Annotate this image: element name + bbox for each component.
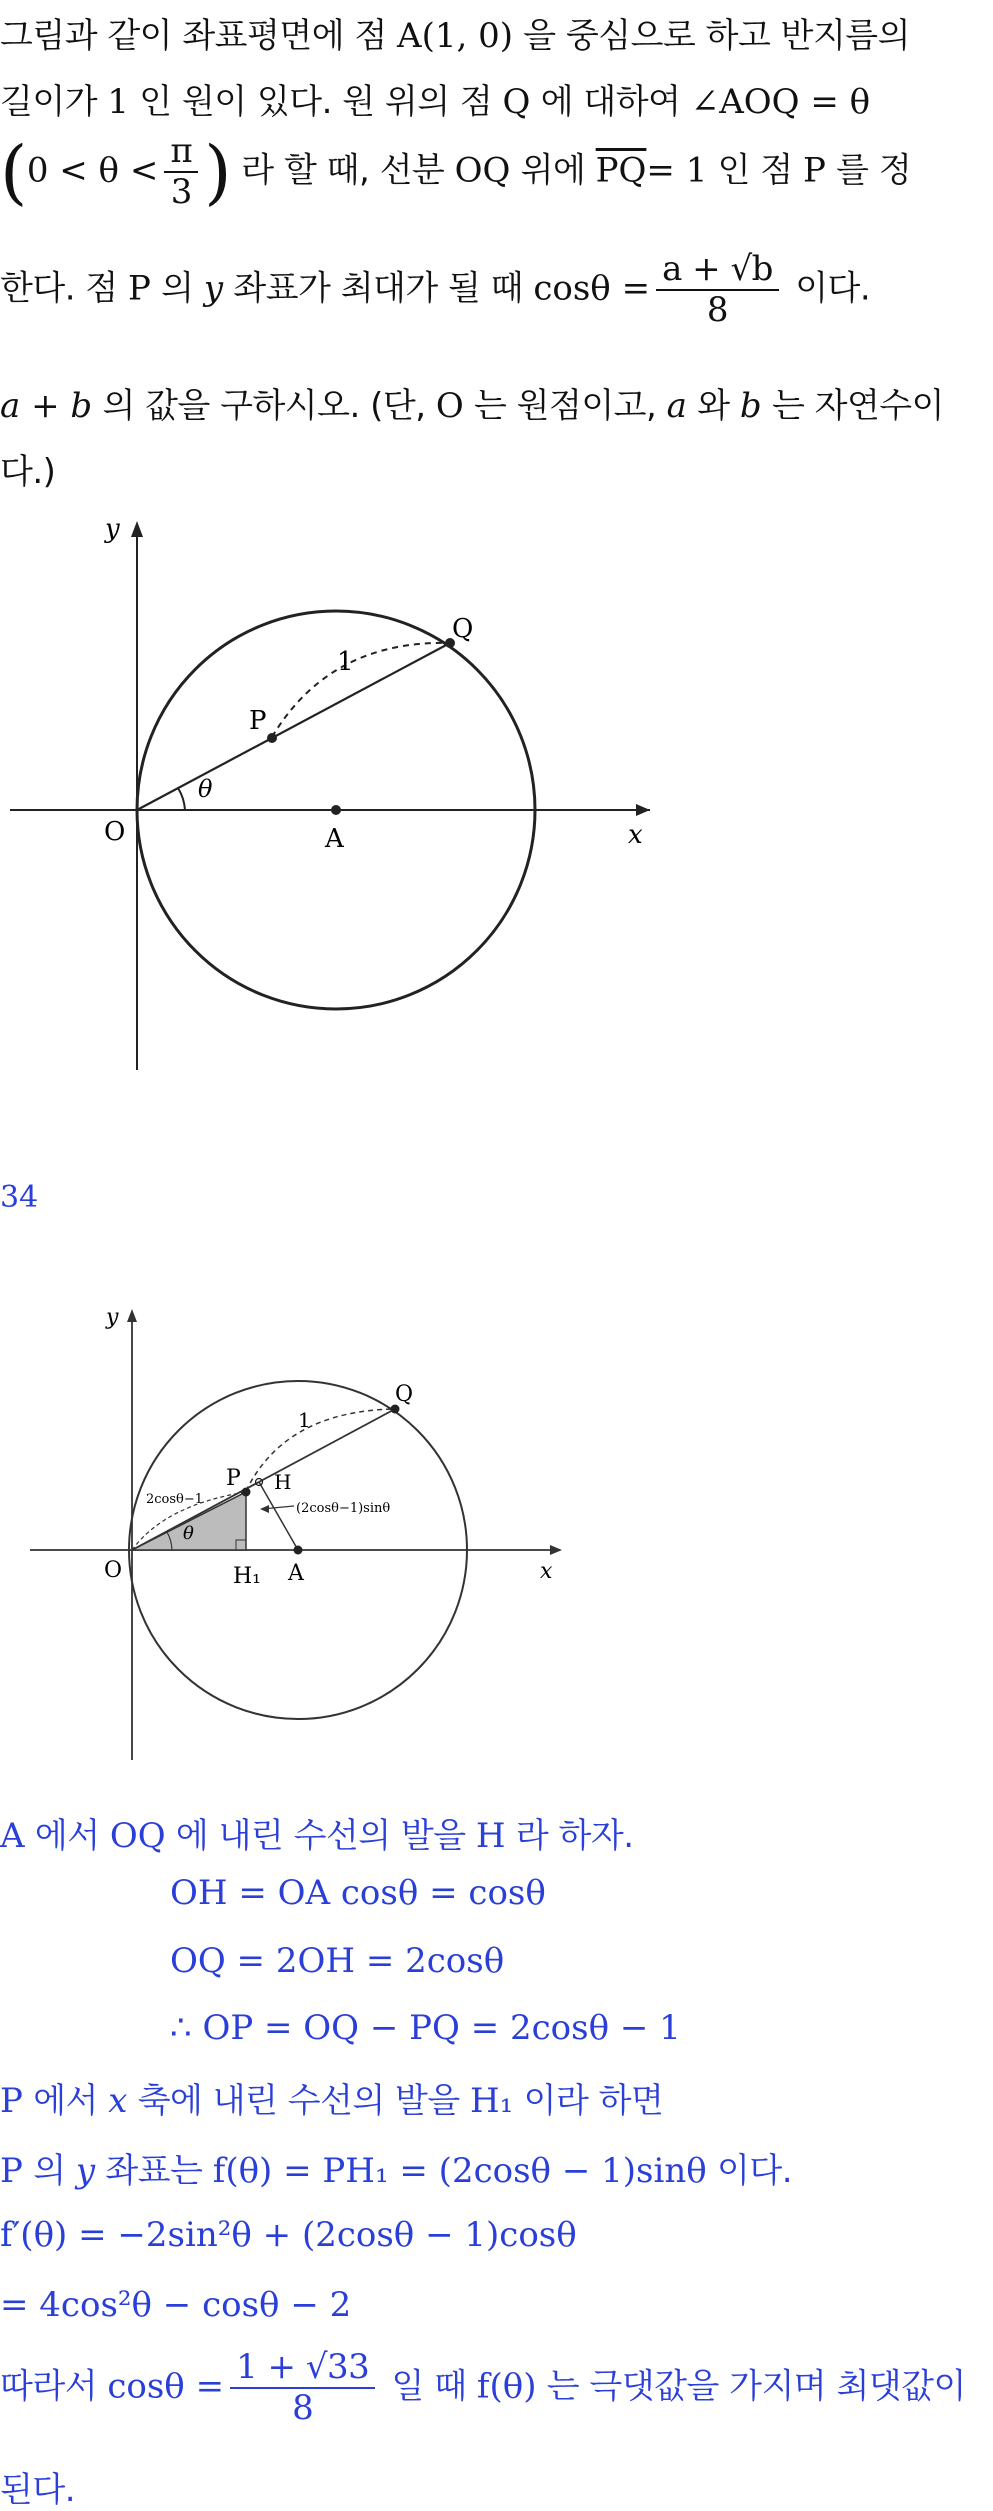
equation-derivative: f′(θ) = −2sin²θ + (2cosθ − 1)cosθ [0,2215,577,2255]
a-plus-b: a + b [0,386,93,426]
q-label: Q [452,614,474,644]
left-paren: ( [0,131,27,214]
equation-derivative-simplified: = 4cos²θ − cosθ − 2 [0,2285,352,2325]
problem-line-5 [0,378,944,427]
problem-text: 을 중심으로 하고 반지름의 [512,16,910,56]
point-p: P [127,268,151,309]
problem-text: 는 원점이고, [463,386,667,426]
frac-numerator: 1 + √33 [230,2348,375,2389]
solution-text: 에 내린 수선의 발을 [165,1816,476,1856]
y-axis-arrow [131,521,143,537]
problem-text: 의 [150,268,204,309]
h-label: H [274,1470,292,1494]
right-paren: ) [204,131,231,214]
solution-text: 에서 [22,2081,109,2121]
point-p: P [802,150,826,191]
frac-numerator: π [164,132,198,173]
cos-fraction [656,250,779,330]
solution-text: 이라 하면 [513,2081,664,2121]
op-length-label: 2cosθ−1 [146,1492,204,1507]
a-label: A [325,824,344,854]
problem-line-6: 다.) [0,452,56,492]
solution-text: 좌표는 [95,2151,213,2191]
figure-1 [0,505,680,1080]
var-b: b [739,386,762,426]
problem-line-1 [0,8,910,57]
x-label: x [628,820,643,850]
problem-text: 좌표가 최대가 될 때 [223,268,534,309]
problem-line-4 [0,250,870,330]
f-theta-def: f(θ) = PH₁ = (2cosθ − 1)sinθ [212,2151,707,2191]
pq-one-label: 1 [337,647,354,677]
y-label: y [105,514,120,544]
point-a-dot [294,1546,303,1555]
solution-line-5: 된다. [0,2470,75,2510]
theta-range: 0 < θ < [26,150,159,191]
figure-2 [0,1295,600,1765]
equation-oq: OQ = 2OH = 2cosθ [170,1941,505,1981]
x-axis-arrow [550,1545,562,1555]
point-p: P [0,2151,23,2191]
solution-line-1 [0,1808,634,1857]
solution-text: 의 [22,2151,76,2191]
point-p: P [0,2081,23,2121]
segment-oq: OQ [454,150,511,191]
y-var: y [203,268,224,309]
pi-over-3 [164,132,198,212]
segment-oq [137,643,450,810]
point-h1: H₁ [470,2081,514,2121]
angle-aoq: ∠AOQ = θ [690,82,871,122]
problem-text: 에 대하여 [530,82,691,122]
answer-value: 34 [0,1180,39,1215]
segment-oq [132,1409,395,1550]
solution-text: 라 하자. [505,1816,634,1856]
problem-text: 길이가 [0,82,108,122]
point-a: A [0,1816,25,1856]
segment-pq: $\overline{PQ}$ [595,150,647,191]
y-var: y [75,2151,96,2191]
point-p-dot [267,733,277,743]
solution-line-4 [0,2348,966,2428]
solution-text: 는 극댓값을 가지며 최댓값이 [536,2366,966,2407]
pq-one-label: 1 [298,1408,311,1432]
problem-text: 와 [686,386,740,426]
point-a-dot [331,805,341,815]
problem-text: 의 값을 구하시오. (단, [92,386,436,426]
problem-line-2 [0,74,870,123]
problem-text: 한다. 점 [0,268,128,309]
solution-line-3 [0,2143,792,2192]
problem-text: 인 원이 있다. 원 위의 점 [128,82,503,122]
q-label: Q [395,1382,414,1407]
y-axis-arrow [127,1309,137,1322]
frac-numerator: a + √b [656,250,779,291]
theta-arc [178,788,185,810]
problem-text: 는 자연수이 [761,386,944,426]
solution-text: 이다. [706,2151,793,2191]
radius-value: 1 [107,82,129,122]
x-label: x [540,1559,553,1584]
problem-text: 를 정 [825,150,912,191]
f-theta: f(θ) [476,2366,537,2407]
solution-text: 일 때 [381,2366,477,2407]
equation-op: ∴ OP = OQ − PQ = 2cosθ − 1 [170,2008,681,2048]
point-h: H [475,1816,506,1856]
point-o: O [435,386,464,426]
problem-line-3 [0,132,911,232]
x-var: x [108,2081,128,2121]
cos-theta: cosθ = [107,2366,225,2407]
a-label: A [288,1561,304,1586]
point-p-dot [242,1488,251,1497]
var-a: a [666,386,687,426]
ah-length-label: (2cosθ−1)sinθ [296,1501,391,1516]
p-label: P [226,1466,241,1491]
pq-length: = 1 [646,150,708,191]
x-axis-arrow [636,804,650,816]
problem-text: 이다. [784,268,871,309]
problem-text: 인 점 [707,150,803,191]
theta-label: θ [183,1523,194,1544]
p-label: P [249,706,267,736]
cos-theta: cosθ = [533,268,651,309]
frac-denominator: 8 [292,2388,314,2429]
solution-text: 에서 [24,1816,110,1856]
equation-oh: OH = OA cosθ = cosθ [170,1873,546,1913]
problem-text: 라 할 때, 선분 [231,150,455,191]
segment-oq: OQ [109,1816,166,1856]
pointer-arrow [260,1505,269,1513]
solution-text: 축에 내린 수선의 발을 [127,2081,471,2121]
theta-label: θ [198,775,213,803]
problem-text: 그림과 같이 좌표평면에 점 [0,16,398,56]
o-label: O [104,817,126,847]
h1-label: H₁ [233,1564,262,1589]
solution-text: 따라서 [0,2366,108,2407]
point-a-coord: A(1, 0) [397,16,513,56]
solution-line-2 [0,2073,663,2122]
y-label: y [106,1305,119,1330]
problem-text: 위에 [510,150,596,191]
point-q: Q [502,82,531,122]
cos-fraction [230,2348,375,2428]
o-label: O [104,1558,123,1583]
frac-denominator: 8 [706,290,729,331]
frac-denominator: 3 [170,172,192,213]
